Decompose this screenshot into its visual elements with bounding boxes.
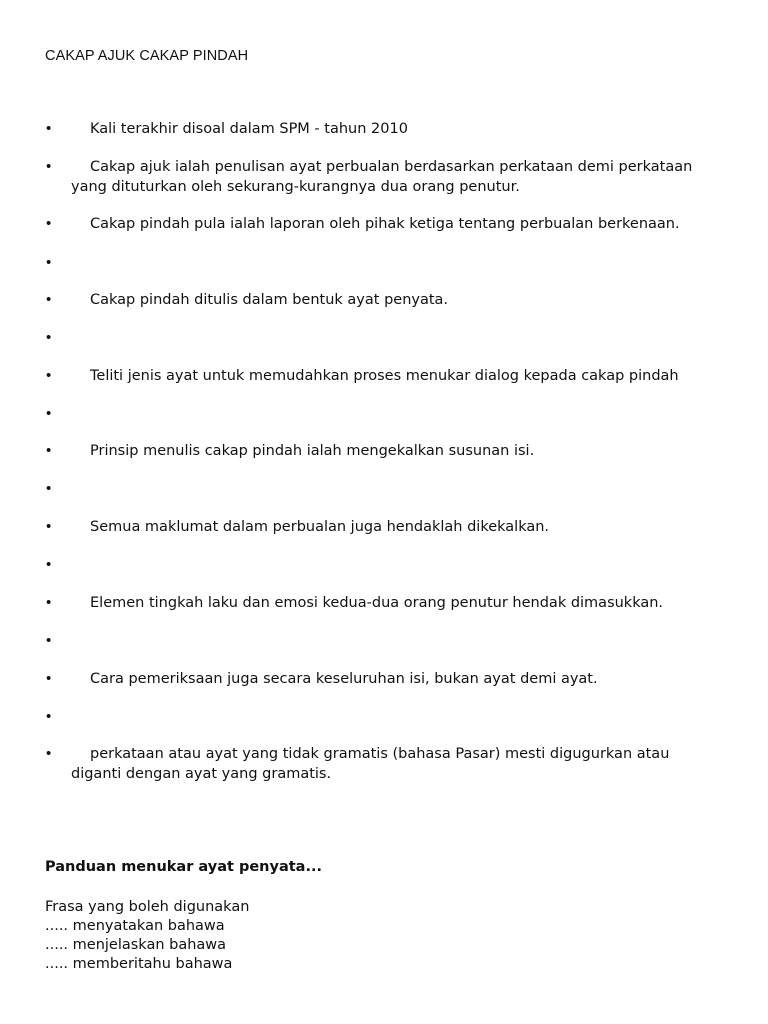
bullet-text: perkataan atau ayat yang tidak gramatis (bahasa Pasar) mesti digugurkan atau diganti dengan ayat yang gramatis. <box>71 746 670 782</box>
phrase-item: ..... menyatakan bahawa <box>45 918 225 934</box>
bullet-dot: • <box>46 405 52 422</box>
bullet-text: Cakap pindah ditulis dalam bentuk ayat penyata. <box>90 292 449 308</box>
bullet-dot: • <box>46 291 52 308</box>
bullet-dot: • <box>46 120 52 137</box>
bullet-dot: • <box>46 670 52 687</box>
bullet-text: Cakap pindah pula ialah laporan oleh pihak ketiga tentang perbualan berkenaan. <box>90 216 680 232</box>
bullet-dot: • <box>46 632 52 649</box>
bullet-dot: • <box>46 480 52 497</box>
bullet-text: Teliti jenis ayat untuk memudahkan proses menukar dialog kepada cakap pindah <box>90 368 679 384</box>
bullet-text: Cakap ajuk ialah penulisan ayat perbualan berdasarkan perkataan demi perkataan yang dituturkan oleh sekurang-kurangnya dua orang penutur. <box>71 159 693 195</box>
guide-heading: Panduan menukar ayat penyata... <box>45 859 322 875</box>
bullet-dot: • <box>46 594 52 611</box>
phrase-item: ..... memberitahu bahawa <box>45 956 233 972</box>
bullet-dot: • <box>46 367 52 384</box>
bullet-dot: • <box>46 708 52 725</box>
document-title: CAKAP AJUK CAKAP PINDAH <box>45 48 249 64</box>
bullet-text: Cara pemeriksaan juga secara keseluruhan isi, bukan ayat demi ayat. <box>90 671 598 687</box>
bullet-dot: • <box>46 158 52 175</box>
bullet-text: Prinsip menulis cakap pindah ialah mengekalkan susunan isi. <box>90 443 535 459</box>
bullet-text: Kali terakhir disoal dalam SPM - tahun 2010 <box>90 121 408 137</box>
bullet-dot: • <box>46 518 52 535</box>
phrase-intro: Frasa yang boleh digunakan <box>45 899 250 915</box>
bullet-dot: • <box>46 329 52 346</box>
bullet-dot: • <box>46 254 52 271</box>
bullet-dot: • <box>46 745 52 762</box>
phrase-block <box>45 898 249 974</box>
bullet-dot: • <box>46 442 52 459</box>
phrase-item: ..... menjelaskan bahawa <box>45 937 227 953</box>
bullet-text: Semua maklumat dalam perbualan juga hendaklah dikekalkan. <box>90 519 550 535</box>
bullet-dot: • <box>46 215 52 232</box>
bullet-dot: • <box>46 556 52 573</box>
bullet-text: Elemen tingkah laku dan emosi kedua-dua orang penutur hendak dimasukkan. <box>90 595 664 611</box>
